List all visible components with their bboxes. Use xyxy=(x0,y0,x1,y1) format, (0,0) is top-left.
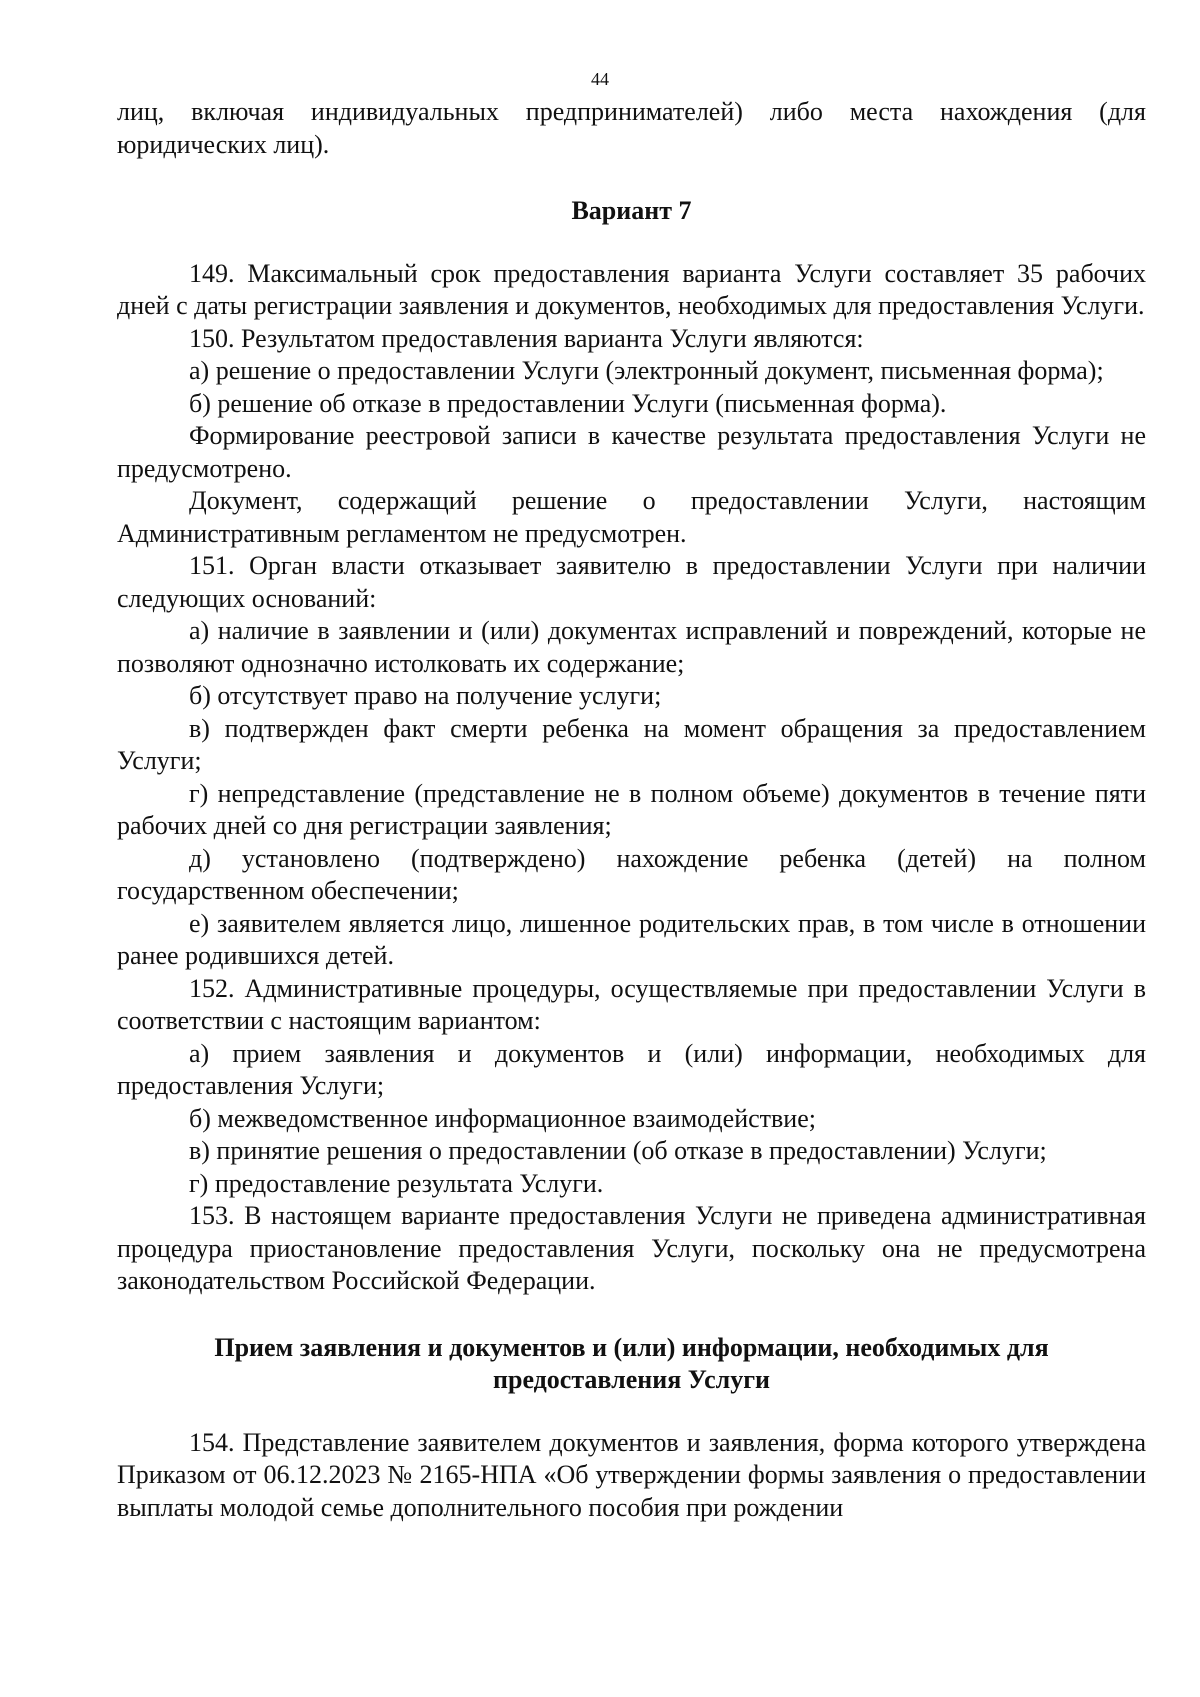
paragraph-151: 151. Орган власти отказывает заявителю в предоставлении Услуги при наличии следующих оснований: xyxy=(117,551,1146,613)
paragraph-151-v: в) подтвержден факт смерти ребенка на момент обращения за предоставлением Услуги; xyxy=(117,713,1146,775)
section-heading-variant-7: Вариант 7 xyxy=(571,196,692,225)
page-number: 44 xyxy=(591,69,609,89)
paragraph-152: 152. Административные процедуры, осуществляемые при предоставлении Услуги в соответствии с настоящим вариантом: xyxy=(117,973,1146,1035)
paragraph-150-registry: Формирование реестровой записи в качестве результата предоставления Услуги не предусмотрено. xyxy=(117,421,1146,483)
paragraph-151-d: д) установлено (подтверждено) нахождение ребенка (детей) на полном государственном обеспечении; xyxy=(117,843,1146,905)
paragraph-intro: лиц, включая индивидуальных предпринимателей) либо места нахождения (для юридических лиц). xyxy=(117,97,1146,159)
paragraph-154: 154. Представление заявителем документов и заявления, форма которого утверждена Приказом от 06.12.2023 № 2165-НПА «Об утверждении формы заявления о предоставлении выплаты молодой семье дополнительного пособия при рождении xyxy=(117,1427,1146,1522)
paragraph-152-g: г) предоставление результата Услуги. xyxy=(189,1168,604,1198)
paragraph-150-document: Документ, содержащий решение о предоставлении Услуги, настоящим Административным регламентом не предусмотрен. xyxy=(117,486,1146,548)
paragraph-153: 153. В настоящем варианте предоставления Услуги не приведена административная процедура приостановление предоставления Услуги, поскольку она не предусмотрена законодательством Российской Федерации. xyxy=(117,1201,1146,1295)
paragraph-151-e: е) заявителем является лицо, лишенное родительских прав, в том числе в отношении ранее родившихся детей. xyxy=(117,908,1146,970)
paragraph-150-b: б) решение об отказе в предоставлении Услуги (письменная форма). xyxy=(189,388,947,418)
paragraph-149: 149. Максимальный срок предоставления варианта Услуги составляет 35 рабочих дней с даты регистрации заявления и документов, необходимых для предоставления Услуги. xyxy=(117,258,1146,320)
paragraph-151-b: б) отсутствует право на получение услуги; xyxy=(189,681,662,710)
paragraph-152-a: а) прием заявления и документов и (или) информации, необходимых для предоставления Услуги; xyxy=(117,1038,1146,1100)
paragraph-151-a: а) наличие в заявлении и (или) документах исправлений и повреждений, которые не позволяют однозначно истолковать их содержание; xyxy=(117,616,1146,678)
paragraph-150-a: а) решение о предоставлении Услуги (электронный документ, письменная форма); xyxy=(189,356,1104,385)
paragraph-152-v: в) принятие решения о предоставлении (об отказе в предоставлении) Услуги; xyxy=(189,1136,1047,1165)
document-body xyxy=(117,96,1146,1524)
paragraph-152-b: б) межведомственное информационное взаимодействие; xyxy=(189,1103,816,1133)
paragraph-151-g: г) непредставление (представление не в полном объеме) документов в течение пяти рабочих дней со дня регистрации заявления; xyxy=(117,778,1146,840)
paragraph-150: 150. Результатом предоставления варианта Услуги являются: xyxy=(189,323,864,353)
section-heading-reception: Прием заявления и документов и (или) информации, необходимых для предоставления Услуги xyxy=(214,1332,1049,1394)
